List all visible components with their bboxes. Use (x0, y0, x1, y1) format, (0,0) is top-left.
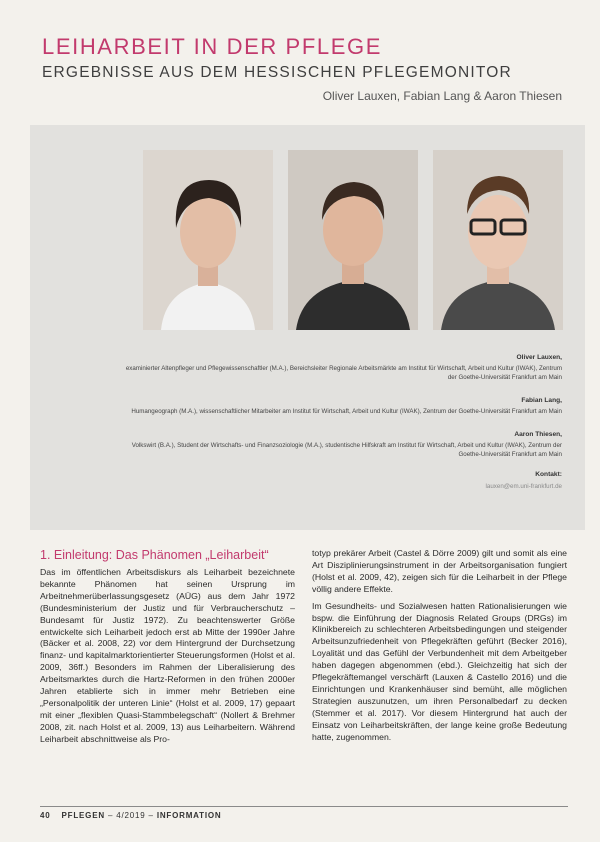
page-number: 40 (40, 811, 51, 820)
body-paragraph: totyp prekärer Arbeit (Castel & Dörre 2009) gilt und somit als eine Art Disziplinierungsinstrument in der Arbeitsorganisation fungiert (Holst et al. 2009, 42), zeigen sich für die Leiharbeit in der Pflege völlig andere Effekte. (312, 548, 567, 594)
body-paragraph: Im Gesundheits- und Sozialwesen hatten Rationalisierungen wie bspw. die Einführung der Diagnosis Related Groups (DRGs) im Klinikbereich zu schlechteren Arbeitsbedingungen und steigender Arbeitsunzufriedenheit von Pflegekräften geführt (Becker 2016), Loyalität und das Gefühl der Verbundenheit mit dem Arbeitgeber haben dagegen abgenommen (ebd.). Gleichzeitig hat sich der Pflegekräftemangel verschärft (Lauxen & Castello 2016) und die Einrichtungen und Krankenhäuser sind bemüht, alle möglichen Strategien auszunutzen, um ihren Personalbedarf zu decken (Stemmer et al. 2017). Vor diesem Hintergrund hat auch der Einsatz von Leiharbeitskräften, der lange keine große Bedeutung hatte, zugenommen. (312, 600, 567, 742)
portrait-placeholder-icon (433, 150, 563, 330)
author-photo-1 (143, 150, 273, 330)
footer-divider (40, 806, 568, 807)
footer-separator: – (148, 811, 157, 820)
article-column-left (40, 548, 295, 746)
contact-email[interactable]: lauxen@em.uni-frankfurt.de (485, 483, 562, 490)
article-title: LEIHARBEIT IN DER PFLEGE (42, 34, 382, 59)
bio-name-aaron: Aaron Thiesen, (514, 431, 562, 438)
author-photo-2 (288, 150, 418, 330)
portrait-placeholder-icon (143, 150, 273, 330)
magazine-name: PFLEGEN (61, 811, 105, 820)
footer-separator: – (107, 811, 117, 820)
body-paragraph: Das im öffentlichen Arbeitsdiskurs als Leiharbeit bezeichnete bekannte Phänomen hat seinen Ursprung im Arbeitnehmerüberlassungsgesetz (AÜG) aus dem Jahr 1972 (Bundesministerium der Justiz und für Verbraucherschutz – Bundesamt für Justiz 1972). Zu beachtenswerter Größe entwickelte sich Leiharbeit jedoch erst ab Mitte der 1990er Jahre (Bäcker et al. 2008, 22) vor dem Hintergrund der Durchsetzung finanz- und kapitalmarktorientierter Steuerungsformen (Holst et al. 2009, 36ff.) Besonders im Rahmen der Liberalisierung des Arbeitsmarktes durch die Hartz-Reformen in den frühen 2000er Jahren etablierte sich in immer mehr Betrieben eine „Personalpolitik der unteren Linie“ (Holst et al. 2009, 17) gepaart mit einer „flexiblen Quasi-Stammbelegschaft“ (Nollert & Brehmer 2008, zit. nach Holst et al. 2009, 13) aus Leiharbeitern. Während Leiharbeit abschnittweise als Pro- (40, 567, 295, 744)
article-subtitle: ERGEBNISSE AUS DEM HESSISCHEN PFLEGEMONITOR (42, 64, 512, 81)
bio-name-fabian: Fabian Lang, (521, 397, 562, 404)
bio-description-fabian: Humangeograph (M.A.), wissenschaftlicher Mitarbeiter am Institut für Wirtschaft, Arbeit und Kultur (IWAK), Zentrum der Goethe-Universität Frankfurt am Main (131, 408, 562, 415)
bio-description-oliver: examinierter Altenpfleger und Pflegewissenschaftler (M.A.), Bereichsleiter Regionale Arbeitsmärkte am Institut für Wirtschaft, Arbeit und Kultur (IWAK), Zentrum der Goethe-Universität Frankfurt am Main (125, 365, 562, 381)
portrait-placeholder-icon (288, 150, 418, 330)
page-footer (40, 811, 221, 820)
bio-name-oliver: Oliver Lauxen, (516, 354, 562, 361)
article-column-right (312, 548, 567, 744)
bio-description-aaron: Volkswirt (B.A.), Student der Wirtschafts- und Finanzsoziologie (M.A.), studentische Hilfskraft am Institut für Wirtschaft, Arbeit und Kultur (IWAK), Zentrum der Goethe-Universität Frankfurt am Main (131, 442, 562, 458)
author-bios (122, 350, 562, 490)
section-heading: 1. Einleitung: Das Phänomen „Leiharbeit“ (40, 548, 269, 562)
author-photo-3 (433, 150, 563, 330)
section-name: INFORMATION (156, 811, 222, 820)
article-authors: Oliver Lauxen, Fabian Lang & Aaron Thiesen (322, 89, 562, 103)
contact-label: Kontakt: (535, 471, 562, 478)
issue-number: 4/2019 (116, 811, 146, 820)
